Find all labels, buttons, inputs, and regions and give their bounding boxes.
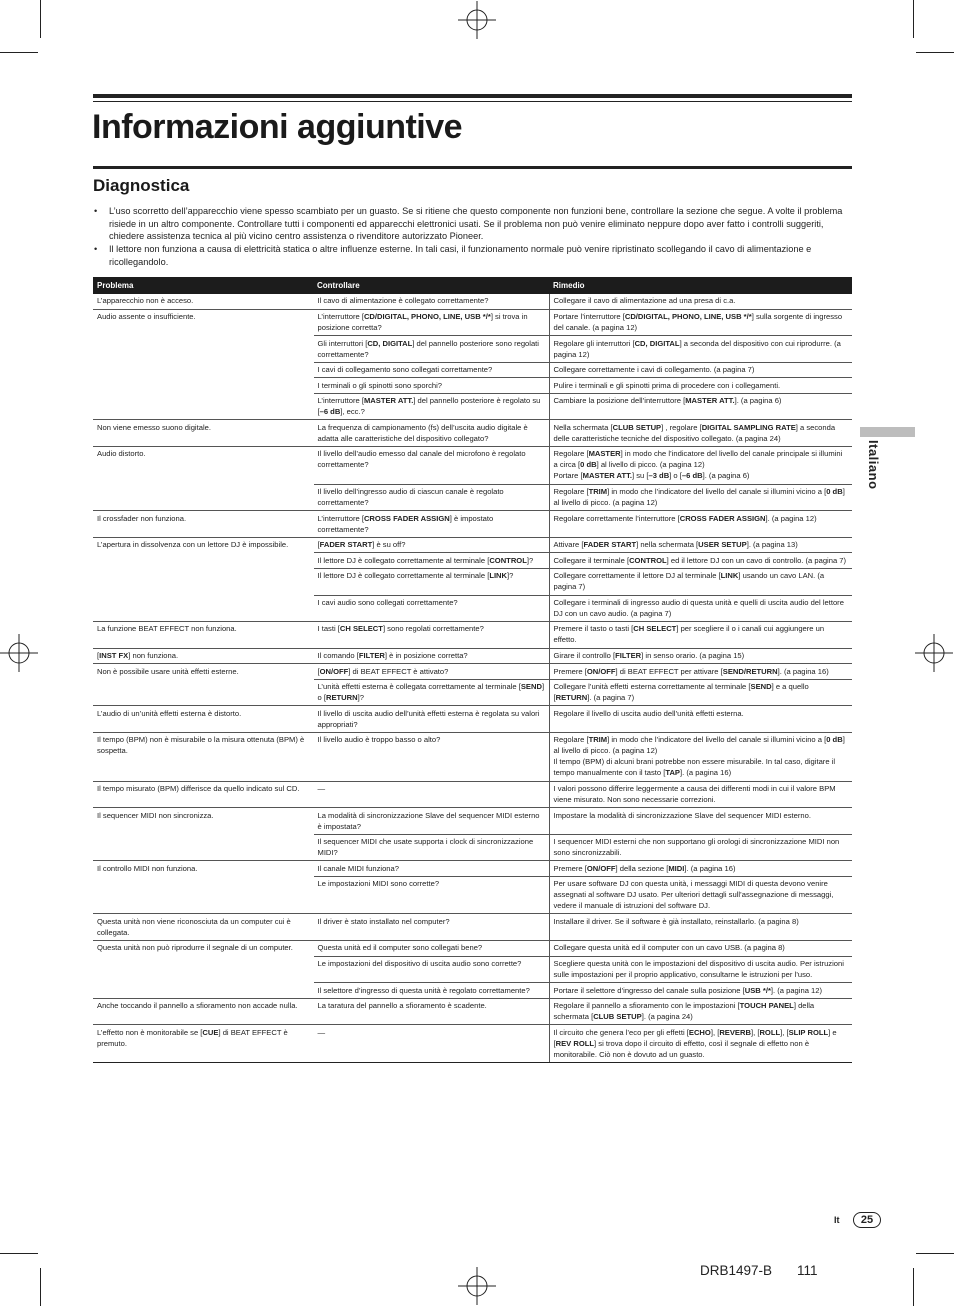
check-cell: Le impostazioni MIDI sono corrette?: [313, 876, 549, 914]
problem-cell: Questa unità non viene riconosciuta da un computer cui è collegata.: [93, 914, 313, 941]
problem-cell: Questa unità non può riprodurre il segnale di un computer.: [93, 941, 313, 999]
check-cell: Il lettore DJ è collegato correttamente al terminale [LINK]?: [313, 568, 549, 595]
remedy-cell: Il circuito che genera l’eco per gli effetti [ECHO], [REVERB], [ROLL], [SLIP ROLL] e [REV ROLL] si trova dopo il circuito di effetto, così il segnale di effetto non è monitorabile. Ciò non è dovuto ad un guasto.: [549, 1025, 852, 1063]
problem-cell: Il tempo misurato (BPM) differisce da quello indicato sul CD.: [93, 781, 313, 808]
remedy-cell: Collegare correttamente i cavi di collegamento. (a pagina 7): [549, 362, 852, 378]
remedy-cell: Collegare i terminali di ingresso audio di questa unità e quelli di uscita audio del lettore DJ con un cavo audio. (a pagina 7): [549, 595, 852, 622]
check-cell: Il livello dell’audio emesso dal canale del microfono è regolato correttamente?: [313, 447, 549, 485]
remedy-cell: Collegare il terminale [CONTROL] ed il lettore DJ con un cavo di controllo. (a pagina 7): [549, 553, 852, 569]
remedy-cell: Regolare il pannello a sfioramento con le impostazioni [TOUCH PANEL] della schermata [CLUB SETUP]. (a pagina 24): [549, 998, 852, 1025]
table-row: [93, 1025, 852, 1063]
check-cell: I terminali o gli spinotti sono sporchi?: [313, 378, 549, 394]
section-title: Diagnostica: [93, 176, 190, 195]
remedy-cell: Per usare software DJ con questa unità, i messaggi MIDI di questa devono venire assegnati al software DJ usato. Per ulteriori dettagli sull’assegnazione di messaggi, vedere il manuale di istruzioni del software DJ.: [549, 876, 852, 914]
remedy-cell: Regolare [TRIM] in modo che l’indicatore del livello del canale si illumini vicino a [0 dB] al livello di picco. (a pagina 12): [549, 484, 852, 511]
remedy-cell: Scegliere questa unità con le impostazioni del dispositivo di uscita audio. Per istruzioni sulle impostazioni per il proprio applicativo, consultarne le istruzioni per l’uso.: [549, 956, 852, 983]
remedy-cell: Pulire i terminali e gli spinotti prima di procedere con i collegamenti.: [549, 378, 852, 394]
check-cell: I cavi di collegamento sono collegati correttamente?: [313, 362, 549, 378]
title-rule: [93, 166, 852, 169]
problem-cell: L’effetto non è monitorabile se [CUE] di BEAT EFFECT è premuto.: [93, 1025, 313, 1063]
problem-cell: Il controllo MIDI non funziona.: [93, 861, 313, 914]
check-cell: L’interruttore [CD/DIGITAL, PHONO, LINE, USB */*] si trova in posizione corretta?: [313, 309, 549, 336]
check-cell: Il livello dell’ingresso audio di ciascun canale è regolato correttamente?: [313, 484, 549, 511]
check-cell: Il sequencer MIDI che usate supporta i clock di sincronizzazione MIDI?: [313, 834, 549, 861]
table-row: [93, 447, 852, 485]
remedy-cell: Portare l’interruttore [CD/DIGITAL, PHONO, LINE, USB */*] sulla sorgente di ingresso del canale. (a pagina 12): [549, 309, 852, 336]
problem-cell: Non è possibile usare unità effetti esterne.: [93, 664, 313, 706]
language-tab: [860, 427, 915, 437]
check-cell: L’interruttore [CROSS FADER ASSIGN] è impostato correttamente?: [313, 511, 549, 538]
intro-list: [93, 205, 845, 269]
language-tab-label: Italiano: [866, 440, 881, 490]
table-row: [93, 914, 852, 941]
check-cell: La modalità di sincronizzazione Slave del sequencer MIDI esterno è impostata?: [313, 808, 549, 835]
remedy-cell: Collegare il cavo di alimentazione ad una presa di c.a.: [549, 294, 852, 309]
problem-cell: Audio assente o insufficiente.: [93, 309, 313, 420]
table-row: [93, 732, 852, 781]
registration-mark-icon: [0, 634, 38, 672]
crop-mark: [40, 1268, 41, 1306]
check-cell: Questa unità ed il computer sono collegati bene?: [313, 941, 549, 957]
document-page: 111: [797, 1263, 818, 1278]
problem-cell: L’apertura in dissolvenza con un lettore DJ è impossibile.: [93, 537, 313, 621]
remedy-cell: I sequencer MIDI esterni che non supportano gli orologi di sincronizzazione MIDI non sono sincronizzabili.: [549, 834, 852, 861]
remedy-cell: Attivare [FADER START] nella schermata [USER SETUP]. (a pagina 13): [549, 537, 852, 553]
check-cell: Gli interruttori [CD, DIGITAL] del pannello posteriore sono regolati correttamente?: [313, 336, 549, 363]
remedy-cell: Premere [ON/OFF] di BEAT EFFECT per attivare [SEND/RETURN]. (a pagina 16): [549, 664, 852, 680]
crop-mark: [0, 1253, 38, 1254]
column-header-remedy: Rimedio: [549, 277, 852, 294]
crop-mark: [916, 52, 954, 53]
crop-mark: [916, 1253, 954, 1254]
remedy-cell: Collegare correttamente il lettore DJ al terminale [LINK] usando un cavo LAN. (a pagina 7): [549, 568, 852, 595]
column-header-problem: Problema: [93, 277, 313, 294]
problem-cell: Audio distorto.: [93, 447, 313, 511]
check-cell: Il livello di uscita audio dell’unità effetti esterna è regolata su valori appropriati?: [313, 706, 549, 733]
problem-cell: Il tempo (BPM) non è misurabile o la misura ottenuta (BPM) è sospetta.: [93, 732, 313, 781]
remedy-cell: Collegare questa unità ed il computer con un cavo USB. (a pagina 8): [549, 941, 852, 957]
header-rule: [93, 94, 852, 98]
check-cell: [FADER START] è su off?: [313, 537, 549, 553]
language-code: It: [834, 1215, 840, 1225]
remedy-cell: Impostare la modalità di sincronizzazione Slave del sequencer MIDI esterno.: [549, 808, 852, 835]
remedy-cell: Girare il controllo [FILTER] in senso orario. (a pagina 15): [549, 648, 852, 664]
crop-mark: [913, 1268, 914, 1306]
column-header-check: Controllare: [313, 277, 549, 294]
table-row: [93, 781, 852, 808]
problem-cell: L’apparecchio non è acceso.: [93, 294, 313, 309]
check-cell: I cavi audio sono collegati correttamente?: [313, 595, 549, 622]
document-code: DRB1497-B: [700, 1263, 773, 1278]
remedy-cell: Nella schermata [CLUB SETUP] , regolare [DIGITAL SAMPLING RATE] a seconda delle caratteristiche tecniche del dispositivo collegato. (a pagina 24): [549, 420, 852, 447]
table-row: [93, 420, 852, 447]
check-cell: Il canale MIDI funziona?: [313, 861, 549, 877]
intro-item: • Il lettore non funziona a causa di elettricità statica o altre influenze esterne. In tali casi, il funzionamento normale può venire ripristinato scollegando il cavo di alimentazione e ricollegandolo.: [94, 244, 812, 267]
check-cell: La taratura del pannello a sfioramento è scadente.: [313, 998, 549, 1025]
problem-cell: La funzione BEAT EFFECT non funziona.: [93, 622, 313, 649]
table-row: [93, 648, 852, 664]
remedy-cell: Cambiare la posizione dell’interruttore [MASTER ATT.]. (a pagina 6): [549, 393, 852, 420]
bullet-icon: •: [94, 206, 98, 216]
problem-cell: [INST FX] non funziona.: [93, 648, 313, 664]
troubleshooting-table: [93, 277, 852, 1063]
remedy-cell: Portare il selettore d’ingresso del canale sulla posizione [USB */*]. (a pagina 12): [549, 983, 852, 999]
table-row: [93, 294, 852, 309]
problem-cell: L’audio di un’unità effetti esterna è distorto.: [93, 706, 313, 733]
remedy-cell: Regolare correttamente l’interruttore [CROSS FADER ASSIGN]. (a pagina 12): [549, 511, 852, 538]
page-number: 25: [853, 1212, 881, 1228]
check-cell: —: [313, 781, 549, 808]
table-row: [93, 511, 852, 538]
crop-mark: [913, 0, 914, 38]
table-row: [93, 941, 852, 957]
problem-cell: Non viene emesso suono digitale.: [93, 420, 313, 447]
table-row: [93, 664, 852, 680]
check-cell: Il cavo di alimentazione è collegato correttamente?: [313, 294, 549, 309]
remedy-cell: Collegare l’unità effetti esterna correttamente al terminale [SEND] e a quello [RETURN]. (a pagina 7): [549, 679, 852, 706]
intro-item: • L’uso scorretto dell’apparecchio viene spesso scambiato per un guasto. Se si ritiene che questo componente non funzioni bene, controllare la sezione che segue. A volte il problema risiede in un altro componente. Controllare tutti i componenti ed apparecchi elettronici usati. Se il problema non può venire eliminato neppure dopo aver fatto i controlli suggeriti, chiedere assistenza tecnica al più vicino centro assistenza o rivenditore autorizzato Pioneer.: [94, 206, 843, 242]
remedy-cell: Premere [ON/OFF] della sezione [MIDI]. (a pagina 16): [549, 861, 852, 877]
problem-cell: Il crossfader non funziona.: [93, 511, 313, 538]
crop-mark: [40, 0, 41, 38]
registration-mark-icon: [458, 1267, 496, 1305]
check-cell: L’unità effetti esterna è collegata correttamente al terminale [SEND] o [RETURN]?: [313, 679, 549, 706]
remedy-cell: Installare il driver. Se il software è già installato, reinstallarlo. (a pagina 8): [549, 914, 852, 941]
table-body: [93, 294, 852, 1062]
table-header-row: [93, 277, 852, 294]
remedy-cell: I valori possono differire leggermente a causa dei differenti modi in cui il valore BPM viene misurato. Non sono necessarie correzioni.: [549, 781, 852, 808]
registration-mark-icon: [458, 1, 496, 39]
check-cell: —: [313, 1025, 549, 1063]
remedy-cell: Regolare gli interruttori [CD, DIGITAL] a seconda del dispositivo con cui riprodurre. (a pagina 12): [549, 336, 852, 363]
remedy-cell: Regolare [TRIM] in modo che l’indicatore del livello del canale si illumini vicino a [0 dB] al livello di picco. (a pagina 12) Il tempo (BPM) di alcuni brani potrebbe non essere misurabile. In tal caso, digitare il tempo manualmente con il tasto [TAP]. (a pagina 16): [549, 732, 852, 781]
registration-mark-icon: [915, 634, 953, 672]
check-cell: Il livello audio è troppo basso o alto?: [313, 732, 549, 781]
table-row: [93, 706, 852, 733]
page-title: Informazioni aggiuntive: [92, 108, 463, 146]
remedy-cell: Premere il tasto o tasti [CH SELECT] per scegliere il o i canali cui aggiungere un effetto.: [549, 622, 852, 649]
table-row: [93, 861, 852, 877]
remedy-cell: Regolare [MASTER] in modo che l’indicatore del livello del canale principale si illumini a circa [0 dB] al livello di picco. (a pagina 12) Portare [MASTER ATT.] su [–3 dB] o [–6 dB]. (a pagina 6): [549, 447, 852, 485]
problem-cell: Il sequencer MIDI non sincronizza.: [93, 808, 313, 861]
problem-cell: Anche toccando il pannello a sfioramento non accade nulla.: [93, 998, 313, 1025]
bullet-icon: •: [94, 244, 98, 255]
check-cell: La frequenza di campionamento (fs) dell’uscita audio digitale è adatta alle caratteristiche del dispositivo collegato?: [313, 420, 549, 447]
check-cell: Il lettore DJ è collegato correttamente al terminale [CONTROL]?: [313, 553, 549, 569]
check-cell: Le impostazioni del dispositivo di uscita audio sono corrette?: [313, 956, 549, 983]
crop-mark: [0, 52, 38, 53]
table-row: [93, 808, 852, 835]
table-row: [93, 998, 852, 1025]
check-cell: Il driver è stato installato nel computer?: [313, 914, 549, 941]
check-cell: Il comando [FILTER] è in posizione corretta?: [313, 648, 549, 664]
table-row: [93, 537, 852, 553]
check-cell: I tasti [CH SELECT] sono regolati correttamente?: [313, 622, 549, 649]
remedy-cell: Regolare il livello di uscita audio dell’unità effetti esterna.: [549, 706, 852, 733]
check-cell: [ON/OFF] di BEAT EFFECT è attivato?: [313, 664, 549, 680]
table-row: [93, 309, 852, 336]
check-cell: Il selettore d’ingresso di questa unità è regolato correttamente?: [313, 983, 549, 999]
header-rule: [93, 101, 852, 102]
check-cell: L’interruttore [MASTER ATT.] del pannello posteriore è regolato su [–6 dB], ecc.?: [313, 393, 549, 420]
table-row: [93, 622, 852, 649]
